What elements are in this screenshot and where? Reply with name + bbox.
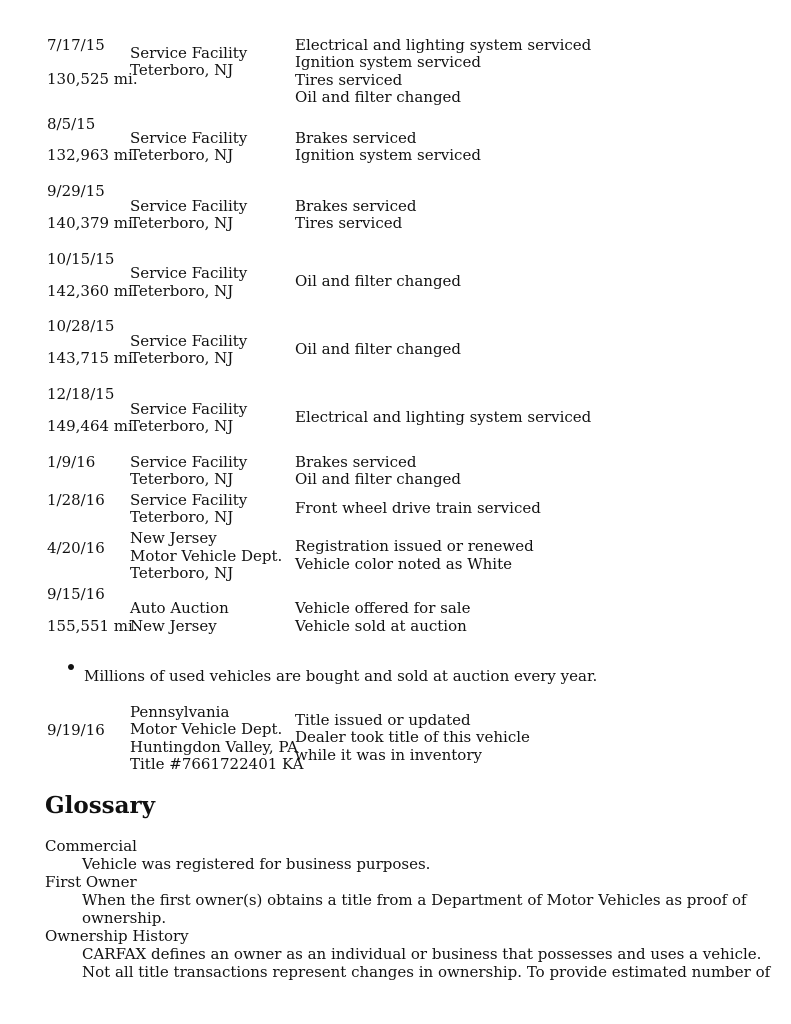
record-location: Teterboro, NJ <box>130 417 234 435</box>
glossary-term: Commercial <box>45 837 137 855</box>
record-detail: Title issued or updated <box>295 711 471 729</box>
record-detail: Brakes serviced <box>295 453 417 471</box>
record-location: Teterboro, NJ <box>130 282 234 300</box>
record-source: Service Facility <box>130 453 248 471</box>
record-detail: Brakes serviced <box>295 197 417 215</box>
bullet-icon <box>68 664 74 670</box>
record-location: Teterboro, NJ <box>130 214 234 232</box>
record-detail: Dealer took title of this vehicle <box>295 728 530 746</box>
record-detail: Electrical and lighting system serviced <box>295 36 592 54</box>
record-mileage: 143,715 mi. <box>47 349 138 367</box>
record-detail: Oil and filter changed <box>295 272 462 290</box>
record-date: 1/9/16 <box>47 453 96 471</box>
record-source: Service Facility <box>130 491 248 509</box>
record-mileage: 132,963 mi. <box>47 146 138 164</box>
record-date: 8/5/15 <box>47 115 96 133</box>
glossary-term: First Owner <box>45 873 137 891</box>
auction-note-text: Millions of used vehicles are bought and sold at auction every year. <box>84 667 598 685</box>
record-source: New Jersey <box>130 529 217 547</box>
record-source: Service Facility <box>130 44 248 62</box>
record-detail: Oil and filter changed <box>295 340 462 358</box>
record-source: Motor Vehicle Dept. <box>130 547 283 565</box>
record-detail: Ignition system serviced <box>295 53 481 71</box>
record-date: 9/19/16 <box>47 721 105 739</box>
record-source: Service Facility <box>130 264 248 282</box>
glossary-definition: CARFAX defines an owner as an individual or business that possesses and uses a vehicle. <box>82 945 762 963</box>
glossary-heading: Glossary <box>45 792 156 819</box>
record-detail: Oil and filter changed <box>295 470 462 488</box>
glossary-definition: Vehicle was registered for business purposes. <box>82 855 431 873</box>
record-date: 9/29/15 <box>47 182 105 200</box>
record-detail: Ignition system serviced <box>295 146 481 164</box>
record-detail: Vehicle offered for sale <box>295 599 471 617</box>
record-location: Teterboro, NJ <box>130 349 234 367</box>
record-date: 10/15/15 <box>47 250 115 268</box>
glossary-definition: Not all title transactions represent changes in ownership. To provide estimated number of <box>82 963 771 981</box>
record-date: 12/18/15 <box>47 385 115 403</box>
record-detail: Vehicle sold at auction <box>295 617 467 635</box>
record-detail: Vehicle color noted as White <box>295 555 512 573</box>
record-detail: Tires serviced <box>295 214 403 232</box>
record-location: Teterboro, NJ <box>130 61 234 79</box>
record-detail: Registration issued or renewed <box>295 537 534 555</box>
record-detail: Brakes serviced <box>295 129 417 147</box>
record-date: 7/17/15 <box>47 36 105 54</box>
record-mileage: 130,525 mi. <box>47 70 138 88</box>
glossary-definition: ownership. <box>82 909 167 927</box>
record-detail: Electrical and lighting system serviced <box>295 408 592 426</box>
record-source: Auto Auction <box>130 599 229 617</box>
record-source: Service Facility <box>130 332 248 350</box>
record-location: Teterboro, NJ <box>130 508 234 526</box>
record-source: Motor Vehicle Dept. <box>130 720 283 738</box>
glossary-definition: When the first owner(s) obtains a title from a Department of Motor Vehicles as proof of <box>82 891 747 909</box>
record-mileage: 155,551 mi. <box>47 617 138 635</box>
record-source: Service Facility <box>130 129 248 147</box>
record-mileage: 149,464 mi. <box>47 417 138 435</box>
record-detail: Front wheel drive train serviced <box>295 499 541 517</box>
record-location: Teterboro, NJ <box>130 564 234 582</box>
record-date: 10/28/15 <box>47 317 115 335</box>
record-location: Teterboro, NJ <box>130 146 234 164</box>
record-source: Service Facility <box>130 197 248 215</box>
record-detail: Oil and filter changed <box>295 88 462 106</box>
record-location: Teterboro, NJ <box>130 470 234 488</box>
record-location: Huntingdon Valley, PA <box>130 738 298 756</box>
record-source: Pennsylvania <box>130 703 230 721</box>
record-date: 1/28/16 <box>47 491 105 509</box>
record-mileage: 142,360 mi. <box>47 282 138 300</box>
record-mileage: 140,379 mi. <box>47 214 138 232</box>
record-detail: while it was in inventory <box>295 746 482 764</box>
record-date: 9/15/16 <box>47 585 105 603</box>
record-detail: Tires serviced <box>295 71 403 89</box>
record-title-number: Title #7661722401 KA <box>130 755 304 773</box>
record-source: Service Facility <box>130 400 248 418</box>
record-date: 4/20/16 <box>47 539 105 557</box>
record-location: New Jersey <box>130 617 217 635</box>
glossary-term: Ownership History <box>45 927 189 945</box>
